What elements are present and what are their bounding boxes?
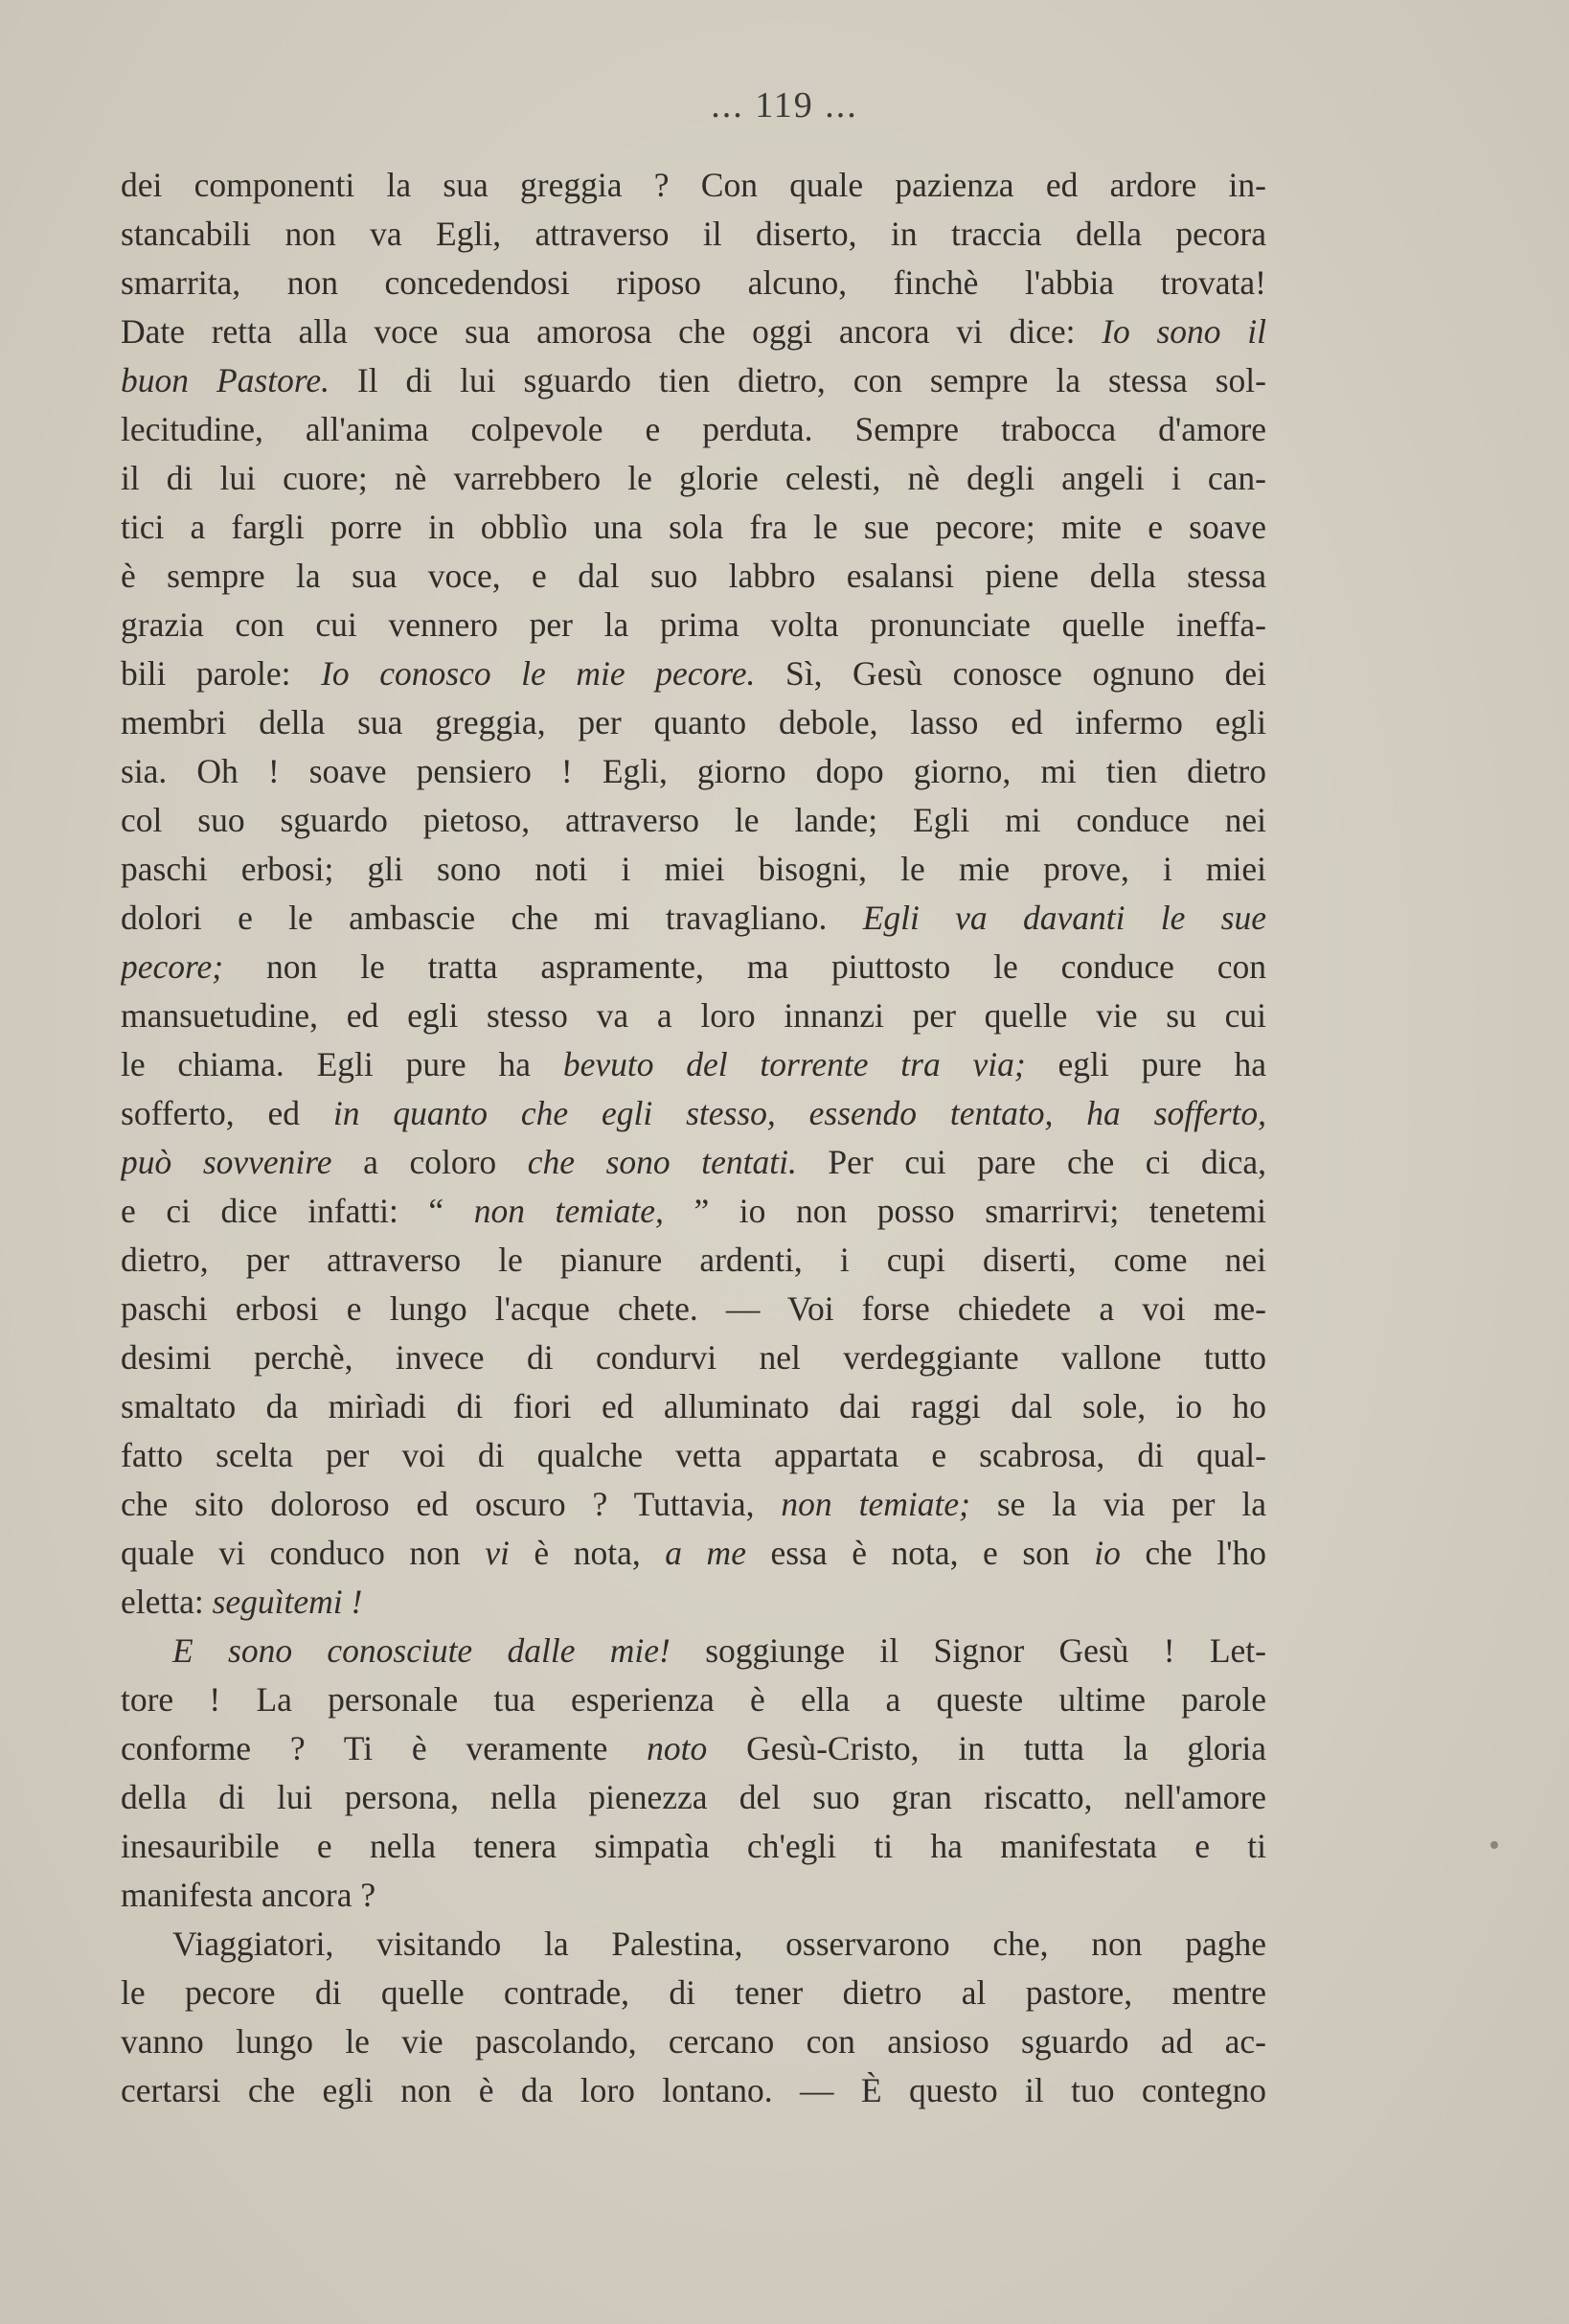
text-run: dei componenti la sua greggia ? Con quale pazienza ed ardore in- [121,166,1266,204]
text-run: tore ! La personale tua esperienza è ella a queste ultime parole [121,1680,1266,1719]
text-run: conforme ? Ti è veramente [121,1729,648,1767]
text-run: e ci dice infatti: “ [121,1192,474,1230]
text-run: ” io non posso smarrirvi; tenetemi [663,1192,1266,1230]
text-run: dolori e le ambascie che mi travagliano. [121,899,863,937]
text-run: che sito doloroso ed oscuro ? Tuttavia, [121,1485,782,1523]
text-line [121,1040,1266,1089]
text-line [121,1138,1266,1187]
text-run: dietro, per attraverso le pianure ardenti, i cupi diserti, come nei [121,1241,1266,1279]
text-line [121,649,1266,698]
text-line [121,308,1266,356]
paragraph [121,1920,1266,2115]
text-line [121,796,1266,845]
italic-text: noto [647,1729,708,1767]
text-line [121,1773,1266,1822]
text-line [121,1382,1266,1431]
italic-text: in quanto che egli stesso, essendo tentato, ha sofferto, [332,1094,1266,1132]
paper-speck [1490,1841,1498,1849]
italic-text: non temiate, [473,1192,664,1230]
italic-text: Io sono il [1102,312,1266,351]
text-line [121,1822,1266,1871]
body-text [121,161,1266,2115]
text-run: paschi erbosi; gli sono noti i miei bisogni, le mie prove, i miei [121,850,1266,888]
text-line [121,454,1266,503]
text-line [121,552,1266,601]
text-line [121,747,1266,796]
text-line [121,1089,1266,1138]
text-run: membri della sua greggia, per quanto debole, lasso ed infermo egli [121,703,1266,741]
text-line [121,943,1266,991]
text-line [121,1333,1266,1382]
text-line [121,894,1266,943]
italic-text: E sono conosciute dalle mie! [172,1631,671,1670]
text-run: col suo sguardo pietoso, attraverso le lande; Egli mi conduce nei [121,801,1266,839]
text-run: inesauribile e nella tenera simpatìa ch'egli ti ha manifestata e ti [121,1827,1266,1865]
text-line [121,698,1266,747]
text-run: paschi erbosi e lungo l'acque chete. — Voi forse chiedete a voi me- [121,1289,1266,1328]
text-run: Viaggiatori, visitando la Palestina, osservarono che, non paghe [172,1925,1266,1963]
text-run: che l'ho [1120,1534,1266,1572]
italic-text: può sovvenire [121,1143,332,1181]
text-line [121,356,1266,405]
text-line [121,503,1266,552]
text-line [121,1431,1266,1480]
text-run: Per cui pare che ci dica, [796,1143,1266,1181]
text-line [121,2066,1266,2115]
text-run: tici a fargli porre in obblìo una sola fra le sue pecore; mite e soave [121,508,1266,546]
text-run: bili parole: [121,654,322,693]
italic-text: pecore; [121,947,224,986]
italic-text: bevuto del torrente tra via; [562,1045,1026,1083]
text-line [121,1969,1266,2017]
italic-text: vi [485,1534,510,1572]
text-run: Date retta alla voce sua amorosa che oggi ancora vi dice: [121,312,1103,351]
text-run: Il di lui sguardo tien dietro, con sempre la stessa sol- [329,361,1266,399]
text-line [121,1480,1266,1529]
italic-text: Io conosco le mie pecore. [321,654,756,693]
italic-text: a me [665,1534,746,1572]
text-line [121,1529,1266,1578]
text-run: mansuetudine, ed egli stesso va a loro innanzi per quelle vie su cui [121,996,1266,1035]
text-line [121,2017,1266,2066]
text-run: Sì, Gesù conosce ognuno dei [755,654,1266,693]
text-run: stancabili non va Egli, attraverso il diserto, in traccia della pecora [121,215,1266,253]
text-line [121,1627,1266,1675]
text-run: se la via per la [969,1485,1266,1523]
text-line [121,1187,1266,1236]
italic-text: buon Pastore. [121,361,330,399]
text-run: smarrita, non concedendosi riposo alcuno, finchè l'abbia trovata! [121,263,1266,302]
text-line [121,210,1266,259]
text-run: Gesù-Cristo, in tutta la gloria [707,1729,1266,1767]
text-line [121,845,1266,894]
text-run: è nota, [509,1534,666,1572]
text-run: lecitudine, all'anima colpevole e perduta. Sempre trabocca d'amore [121,410,1266,448]
text-run: le pecore di quelle contrade, di tener dietro al pastore, mentre [121,1973,1266,2012]
text-run: sofferto, ed [121,1094,333,1132]
italic-text: che sono tentati. [527,1143,797,1181]
text-run: egli pure ha [1025,1045,1266,1083]
text-run: essa è nota, e son [745,1534,1095,1572]
text-run: quale vi conduco non [121,1534,486,1572]
text-run: certarsi che egli non è da loro lontano. — È questo il tuo contegno [121,2071,1266,2109]
paragraph [121,161,1266,1627]
italic-text: Egli va davanti le sue [862,899,1266,937]
text-run: è sempre la sua voce, e dal suo labbro esalansi piene della stessa [121,557,1266,595]
text-run: desimi perchè, invece di condurvi nel verdeggiante vallone tutto [121,1338,1266,1377]
text-line [121,161,1266,210]
text-run: il di lui cuore; nè varrebbero le glorie celesti, nè degli angeli i can- [121,459,1266,497]
text-line [121,405,1266,454]
page-number: ... 119 ... [711,85,858,125]
text-line [121,1871,1266,1920]
text-run: le chiama. Egli pure ha [121,1045,563,1083]
text-line [121,1920,1266,1969]
text-run: manifesta ancora ? [121,1876,376,1914]
text-run: smaltato da mirìadi di fiori ed alluminato dai raggi dal sole, io ho [121,1387,1266,1425]
text-line [121,1675,1266,1724]
text-run: sia. Oh ! soave pensiero ! Egli, giorno dopo giorno, mi tien dietro [121,752,1266,790]
text-run: della di lui persona, nella pienezza del suo gran riscatto, nell'amore [121,1778,1266,1816]
italic-text: non temiate; [781,1485,970,1523]
text-run: eletta: [121,1583,213,1621]
text-run: vanno lungo le vie pascolando, cercano con ansioso sguardo ad ac- [121,2022,1266,2061]
paragraph [121,1627,1266,1920]
text-run: soggiunge il Signor Gesù ! Let- [670,1631,1266,1670]
text-line [121,1236,1266,1285]
text-line [121,1578,1266,1627]
text-run: grazia con cui vennero per la prima volta pronunciate quelle ineffa- [121,605,1266,644]
italic-text: seguìtemi ! [212,1583,363,1621]
italic-text: io [1094,1534,1121,1572]
text-line [121,1285,1266,1333]
text-line [121,991,1266,1040]
text-line [121,601,1266,649]
text-run: a coloro [331,1143,528,1181]
text-line [121,259,1266,308]
text-run: fatto scelta per voi di qualche vetta appartata e scabrosa, di qual- [121,1436,1266,1474]
text-line [121,1724,1266,1773]
text-run: non le tratta aspramente, ma piuttosto le conduce con [223,947,1266,986]
